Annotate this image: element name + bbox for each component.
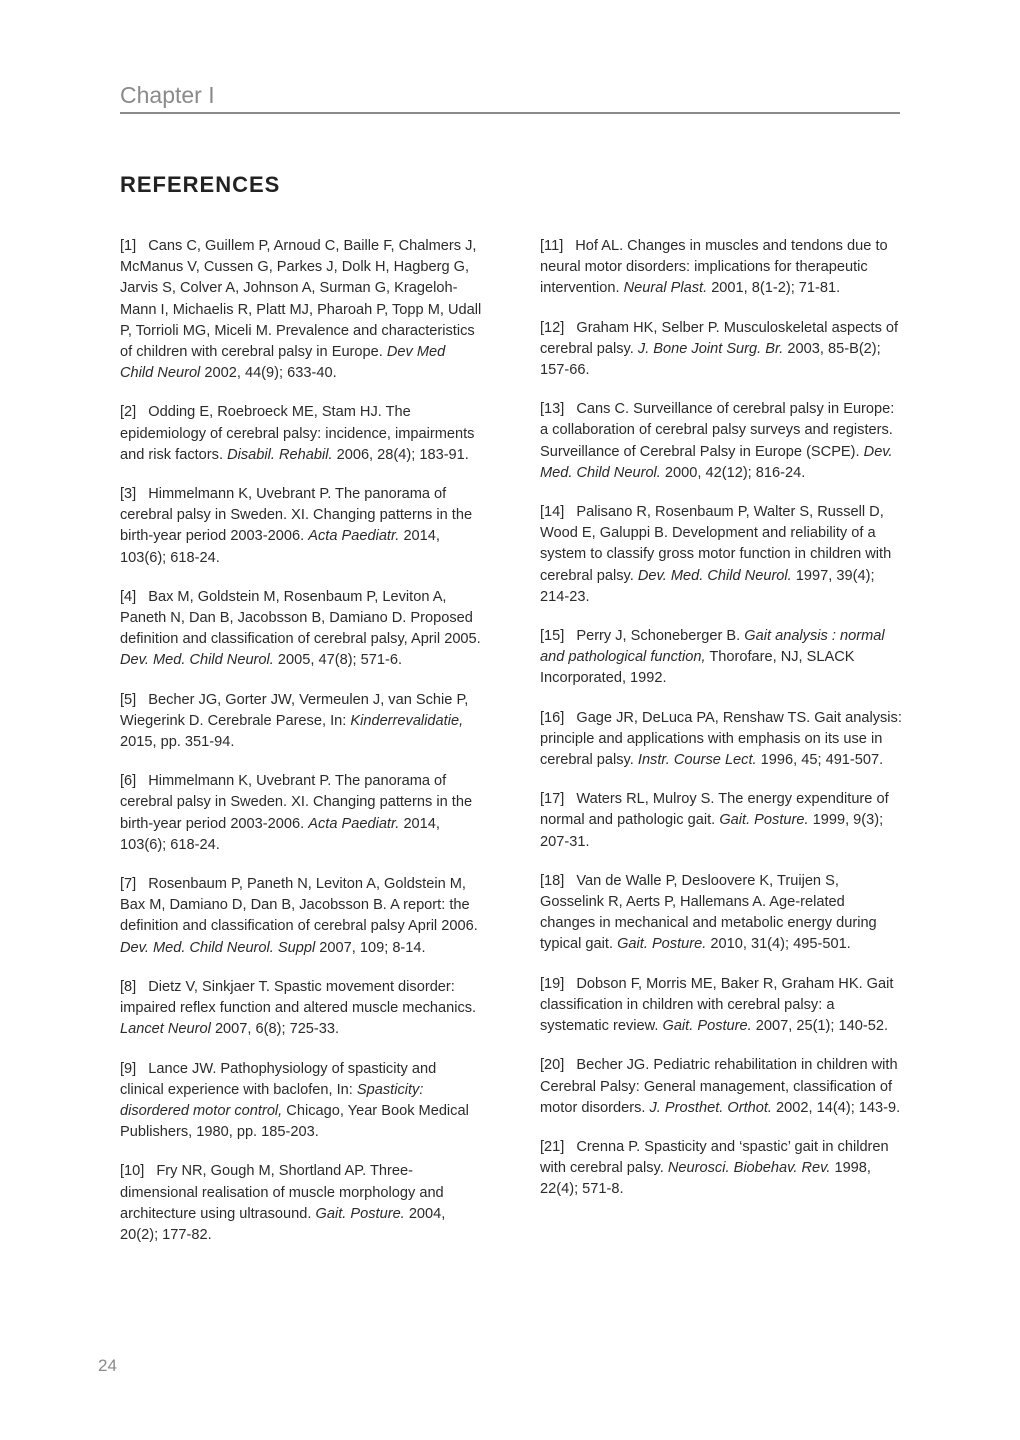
- reference-tail: 2007, 109; 8-14.: [319, 939, 426, 956]
- reference-number: [11]: [540, 238, 564, 254]
- reference-entry: [120, 236, 482, 384]
- reference-number: [16]: [540, 709, 565, 726]
- reference-text: Himmelmann K, Uvebrant P. The panorama of cerebral palsy in Sweden. XI. Changing patterns in the birth-year period 2003-2006.: [120, 486, 473, 545]
- reference-journal: Neurosci. Biobehav. Rev.: [667, 1160, 831, 1177]
- reference-text: Fry NR, Gough M, Shortland AP. Three-dimensional realisation of muscle morphology and architecture using ultrasound.: [120, 1163, 444, 1222]
- reference-tail: 2010, 31(4); 495-501.: [710, 936, 851, 953]
- reference-entry: [540, 708, 902, 772]
- reference-journal: Instr. Course Lect.: [637, 752, 757, 769]
- reference-tail: 2002, 14(4); 143-9.: [776, 1099, 901, 1116]
- reference-text: Waters RL, Mulroy S. The energy expenditure of normal and pathologic gait.: [540, 791, 889, 829]
- section-title: REFERENCES: [120, 172, 281, 197]
- reference-text: Lance JW. Pathophysiology of spasticity and clinical experience with baclofen, In:: [120, 1060, 437, 1098]
- reference-text: Graham HK, Selber P. Musculoskeletal aspects of cerebral palsy.: [540, 319, 899, 357]
- reference-tail: Chicago, Year Book Medical Publishers, 1980, pp. 185-203.: [120, 1102, 469, 1141]
- reference-entry: [540, 974, 902, 1038]
- reference-journal: Neural Plast.: [623, 280, 708, 297]
- reference-number: [20]: [540, 1057, 565, 1074]
- reference-tail: 2006, 28(4); 183-91.: [336, 446, 469, 463]
- reference-text: Bax M, Goldstein M, Rosenbaum P, Leviton A, Paneth N, Dan B, Jacobsson B, Damiano D. Proposed definition and classification of cerebral palsy, April 2005.: [120, 588, 481, 648]
- reference-text: Cans C, Guillem P, Arnoud C, Baille F, Chalmers J, McManus V, Cussen G, Parkes J, Dolk H, Hagberg G, Jarvis S, Colver A, Johnson A, Surman G, Krageloh-Mann I, Michaelis R, Platt MJ, Pharoah P, Topp M, Udall P, Torrioli MG, Miceli M. Prevalence and characteristics of children with cerebral palsy in Europe.: [120, 238, 482, 361]
- reference-text: Gage JR, DeLuca PA, Renshaw TS. Gait analysis: principle and applications with emphasis on its use in cerebral palsy.: [540, 709, 902, 769]
- reference-number: [15]: [540, 628, 565, 645]
- reference-entry: [120, 1161, 482, 1246]
- reference-number: [1]: [120, 238, 137, 254]
- reference-entry: [120, 690, 482, 754]
- chapter-header: Chapter I: [120, 80, 900, 114]
- reference-journal: Dev Med Child Neurol: [120, 344, 446, 382]
- reference-number: [2]: [120, 404, 137, 421]
- reference-entry: [540, 626, 902, 690]
- reference-number: [18]: [540, 872, 565, 889]
- reference-journal: Dev. Med. Child Neurol.: [120, 652, 274, 669]
- reference-number: [8]: [120, 978, 137, 995]
- reference-tail: 2002, 44(9); 633-40.: [204, 365, 337, 382]
- reference-tail: 1998, 22(4); 571-8.: [540, 1160, 871, 1198]
- reference-journal: Gait analysis : normal and pathological function,: [540, 628, 885, 666]
- reference-text: Becher JG. Pediatric rehabilitation in children with Cerebral Palsy: General management, classification of motor disorders.: [540, 1057, 898, 1116]
- reference-number: [6]: [120, 773, 137, 790]
- reference-text: Perry J, Schoneberger B.: [576, 628, 741, 645]
- reference-tail: 1999, 9(3); 207-31.: [540, 812, 884, 850]
- reference-tail: 2003, 85-B(2); 157-66.: [540, 340, 881, 379]
- reference-journal: Dev. Med. Child Neurol.: [540, 443, 893, 481]
- reference-journal: Gait. Posture.: [719, 812, 809, 829]
- reference-journal: Dev. Med. Child Neurol. Suppl: [120, 939, 316, 956]
- reference-tail: Thorofare, NJ, SLACK Incorporated, 1992.: [540, 649, 855, 687]
- reference-tail: 2005, 47(8); 571-6.: [277, 652, 403, 669]
- reference-text: Rosenbaum P, Paneth N, Leviton A, Goldstein M, Bax M, Damiano D, Dan B, Jacobsson B. A report: the definition and classification of cerebral palsy April 2006.: [120, 876, 478, 935]
- reference-entry: [540, 871, 902, 956]
- reference-text: Odding E, Roebroeck ME, Stam HJ. The epidemiology of cerebral palsy: incidence, impairments and risk factors.: [120, 404, 475, 463]
- reference-text: Cans C. Surveillance of cerebral palsy in Europe: a collaboration of cerebral palsy surveys and registers. Surveillance of Cerebral Palsy in Europe (SCPE).: [540, 401, 895, 460]
- reference-tail: 2007, 6(8); 725-33.: [214, 1021, 340, 1038]
- reference-number: [12]: [540, 319, 565, 336]
- reference-tail: 1997, 39(4); 214-23.: [540, 567, 875, 605]
- reference-number: [19]: [540, 975, 565, 992]
- reference-entry: [540, 502, 902, 608]
- reference-tail: 2000, 42(12); 816-24.: [664, 464, 806, 481]
- reference-journal: Disabil. Rehabil.: [227, 446, 333, 463]
- references-column-left: [120, 236, 482, 1246]
- reference-entry: [120, 484, 482, 569]
- reference-text: Himmelmann K, Uvebrant P. The panorama of cerebral palsy in Sweden. XI. Changing patterns in the birth-year period 2003-2006.: [120, 773, 473, 832]
- reference-number: [21]: [540, 1138, 565, 1155]
- reference-number: [9]: [120, 1060, 137, 1077]
- reference-entry: [540, 236, 902, 300]
- reference-entry: [120, 771, 482, 856]
- reference-tail: 2001, 8(1-2); 71-81.: [711, 280, 841, 297]
- reference-number: [14]: [540, 504, 565, 521]
- reference-journal: Acta Paediatr.: [308, 815, 400, 832]
- reference-entry: [120, 1059, 482, 1144]
- reference-entry: [120, 874, 482, 959]
- reference-entry: [540, 399, 902, 484]
- reference-number: [3]: [120, 486, 137, 503]
- reference-journal: J. Prosthet. Orthot.: [649, 1099, 772, 1116]
- reference-tail: 2004, 20(2); 177-82.: [120, 1205, 446, 1243]
- references-column-right: [540, 236, 902, 1201]
- reference-entry: [120, 402, 482, 466]
- reference-entry: [540, 1055, 902, 1119]
- reference-number: [17]: [540, 791, 565, 808]
- reference-tail: 2014, 103(6); 618-24.: [120, 528, 440, 566]
- reference-entry: [120, 977, 482, 1041]
- reference-text: Dietz V, Sinkjaer T. Spastic movement disorder: impaired reflex function and altered muscle mechanics.: [120, 978, 477, 1017]
- reference-text: Becher JG, Gorter JW, Vermeulen J, van Schie P, Wiegerink D. Cerebrale Parese, In:: [120, 691, 469, 729]
- reference-number: [7]: [120, 876, 137, 893]
- reference-entry: [540, 789, 902, 853]
- reference-tail: 2015, pp. 351-94.: [120, 734, 235, 751]
- reference-journal: Gait. Posture.: [662, 1018, 752, 1035]
- page-number: 24: [98, 1356, 117, 1375]
- reference-text: Dobson F, Morris ME, Baker R, Graham HK. Gait classification in children with cerebral palsy: a systematic review.: [540, 975, 894, 1035]
- reference-text: Crenna P. Spasticity and ‘spastic’ gait in children with cerebral palsy.: [540, 1138, 889, 1177]
- reference-journal: Gait. Posture.: [617, 936, 707, 953]
- reference-number: [10]: [120, 1163, 145, 1180]
- reference-entry: [540, 318, 902, 382]
- reference-tail: 1996, 45; 491-507.: [760, 752, 884, 769]
- reference-entry: [120, 587, 482, 672]
- reference-text: Van de Walle P, Desloovere K, Truijen S, Gosselink R, Aerts P, Hallemans A. Age-related changes in mechanical and metabolic energy during typical gait.: [540, 872, 877, 953]
- reference-number: [4]: [120, 588, 137, 605]
- reference-journal: Acta Paediatr.: [308, 528, 400, 545]
- reference-entry: [540, 1137, 902, 1201]
- reference-journal: Spasticity: disordered motor control,: [120, 1081, 424, 1119]
- reference-number: [5]: [120, 691, 137, 708]
- reference-tail: 2014, 103(6); 618-24.: [120, 815, 440, 853]
- reference-journal: Kinderrevalidatie,: [350, 712, 464, 729]
- reference-number: [13]: [540, 401, 565, 418]
- reference-tail: 2007, 25(1); 140-52.: [755, 1018, 889, 1035]
- reference-text: Hof AL. Changes in muscles and tendons due to neural motor disorders: implications for therapeutic intervention.: [540, 238, 888, 297]
- reference-journal: Dev. Med. Child Neurol.: [637, 567, 792, 584]
- reference-text: Palisano R, Rosenbaum P, Walter S, Russell D, Wood E, Galuppi B. Development and reliability of a system to classify gross motor function in children with cerebral palsy.: [540, 504, 892, 584]
- reference-journal: Lancet Neurol: [120, 1021, 211, 1038]
- reference-journal: J. Bone Joint Surg. Br.: [637, 340, 784, 357]
- reference-journal: Gait. Posture.: [315, 1205, 405, 1222]
